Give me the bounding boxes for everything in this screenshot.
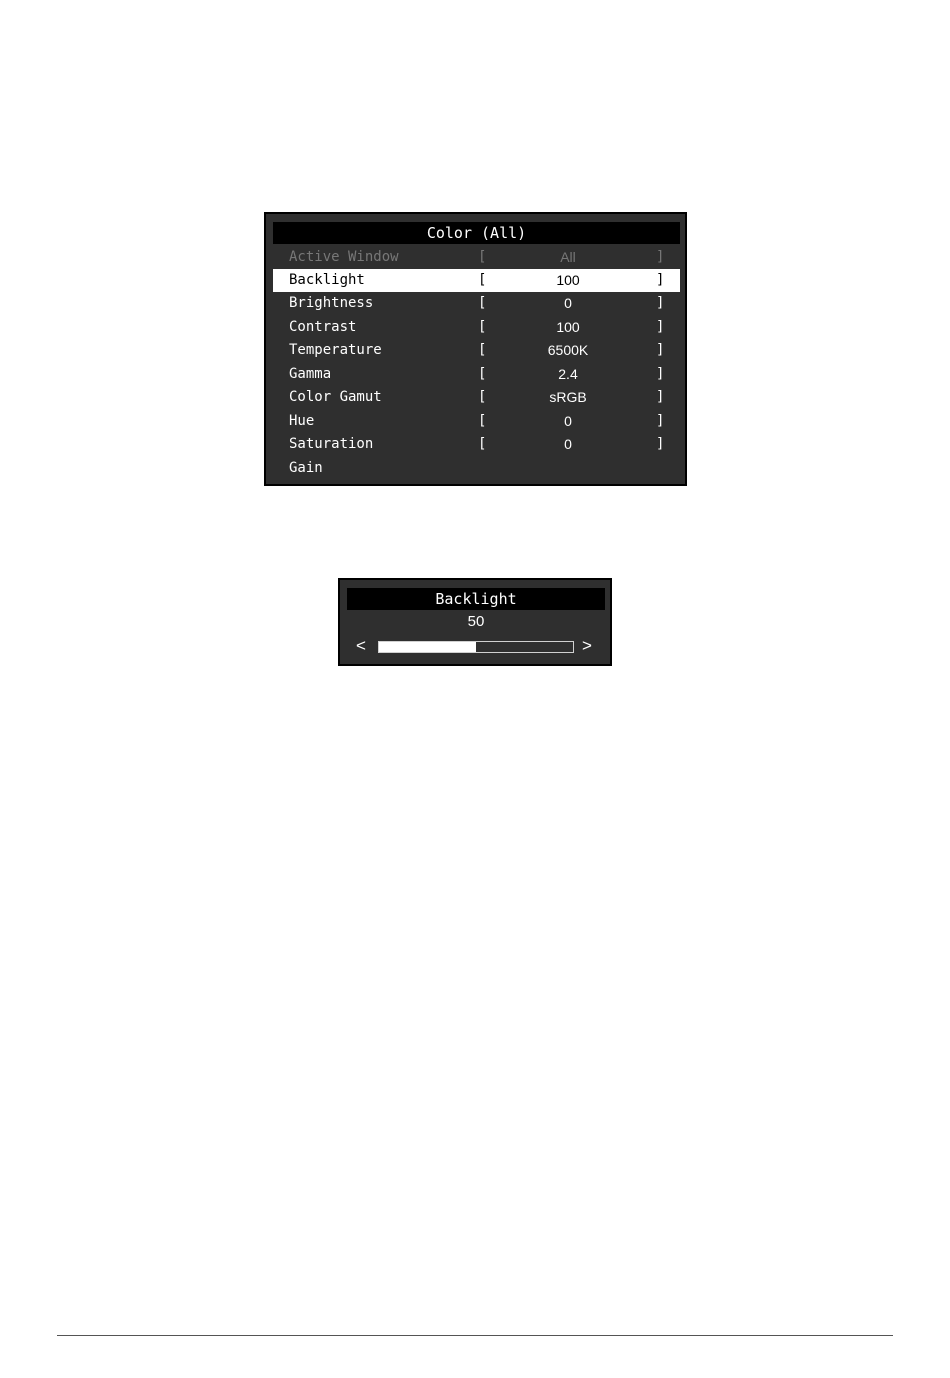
left-bracket: [: [478, 319, 487, 335]
menu-item-contrast[interactable]: [273, 316, 680, 339]
right-bracket: ]: [656, 389, 665, 405]
left-bracket: [: [478, 342, 487, 358]
right-bracket: ]: [656, 295, 665, 311]
left-bracket: [: [478, 389, 487, 405]
footer-divider: [57, 1335, 893, 1336]
menu-item-gamma[interactable]: [273, 363, 680, 386]
right-bracket: ]: [656, 436, 665, 452]
menu-item-label: Contrast: [289, 319, 357, 335]
menu-item-label: Gain: [289, 460, 323, 476]
left-bracket: [: [478, 272, 487, 288]
right-bracket: ]: [656, 342, 665, 358]
menu-item-value: sRGB: [549, 389, 587, 405]
menu-item-value: 0: [564, 436, 572, 452]
color-settings-menu: [264, 212, 687, 486]
increase-arrow-icon[interactable]: >: [582, 636, 592, 655]
right-bracket: ]: [656, 272, 665, 288]
menu-item-label: Hue: [289, 413, 315, 429]
menu-item-value: 0: [564, 295, 572, 311]
menu-item-value: All: [560, 249, 576, 265]
menu-item-label: Color Gamut: [289, 389, 382, 405]
left-bracket: [: [478, 249, 487, 265]
menu-item-label: Saturation: [289, 436, 374, 452]
backlight-adjust-dialog: [338, 578, 612, 666]
menu-title: Color (All): [273, 222, 680, 244]
left-bracket: [: [478, 366, 487, 382]
decrease-arrow-icon[interactable]: <: [356, 636, 366, 655]
menu-item-label: Active Window: [289, 249, 399, 265]
left-bracket: [: [478, 436, 487, 452]
adjust-value: 50: [467, 613, 485, 630]
menu-item-value: 100: [556, 319, 580, 335]
menu-item-label: Backlight: [289, 272, 365, 288]
menu-item-value: 6500K: [547, 342, 589, 358]
menu-item-label: Gamma: [289, 366, 332, 382]
menu-item-color-gamut[interactable]: [273, 386, 680, 409]
menu-item-label: Temperature: [289, 342, 382, 358]
right-bracket: ]: [656, 366, 665, 382]
menu-item-label: Brightness: [289, 295, 374, 311]
right-bracket: ]: [656, 249, 665, 265]
menu-item-hue[interactable]: [273, 410, 680, 433]
menu-item-gain[interactable]: [273, 457, 680, 480]
left-bracket: [: [478, 413, 487, 429]
adjust-title: Backlight: [347, 588, 605, 610]
right-bracket: ]: [656, 319, 665, 335]
right-bracket: ]: [656, 413, 665, 429]
menu-item-value: 100: [556, 272, 580, 288]
menu-item-value: 0: [564, 413, 572, 429]
backlight-slider[interactable]: [378, 641, 574, 653]
menu-item-temperature[interactable]: [273, 339, 680, 362]
menu-item-active-window: [273, 246, 680, 269]
menu-item-value: 2.4: [558, 366, 578, 382]
slider-fill: [379, 642, 476, 652]
left-bracket: [: [478, 295, 487, 311]
menu-item-backlight[interactable]: [273, 269, 680, 292]
menu-item-saturation[interactable]: [273, 433, 680, 456]
menu-item-brightness[interactable]: [273, 292, 680, 315]
